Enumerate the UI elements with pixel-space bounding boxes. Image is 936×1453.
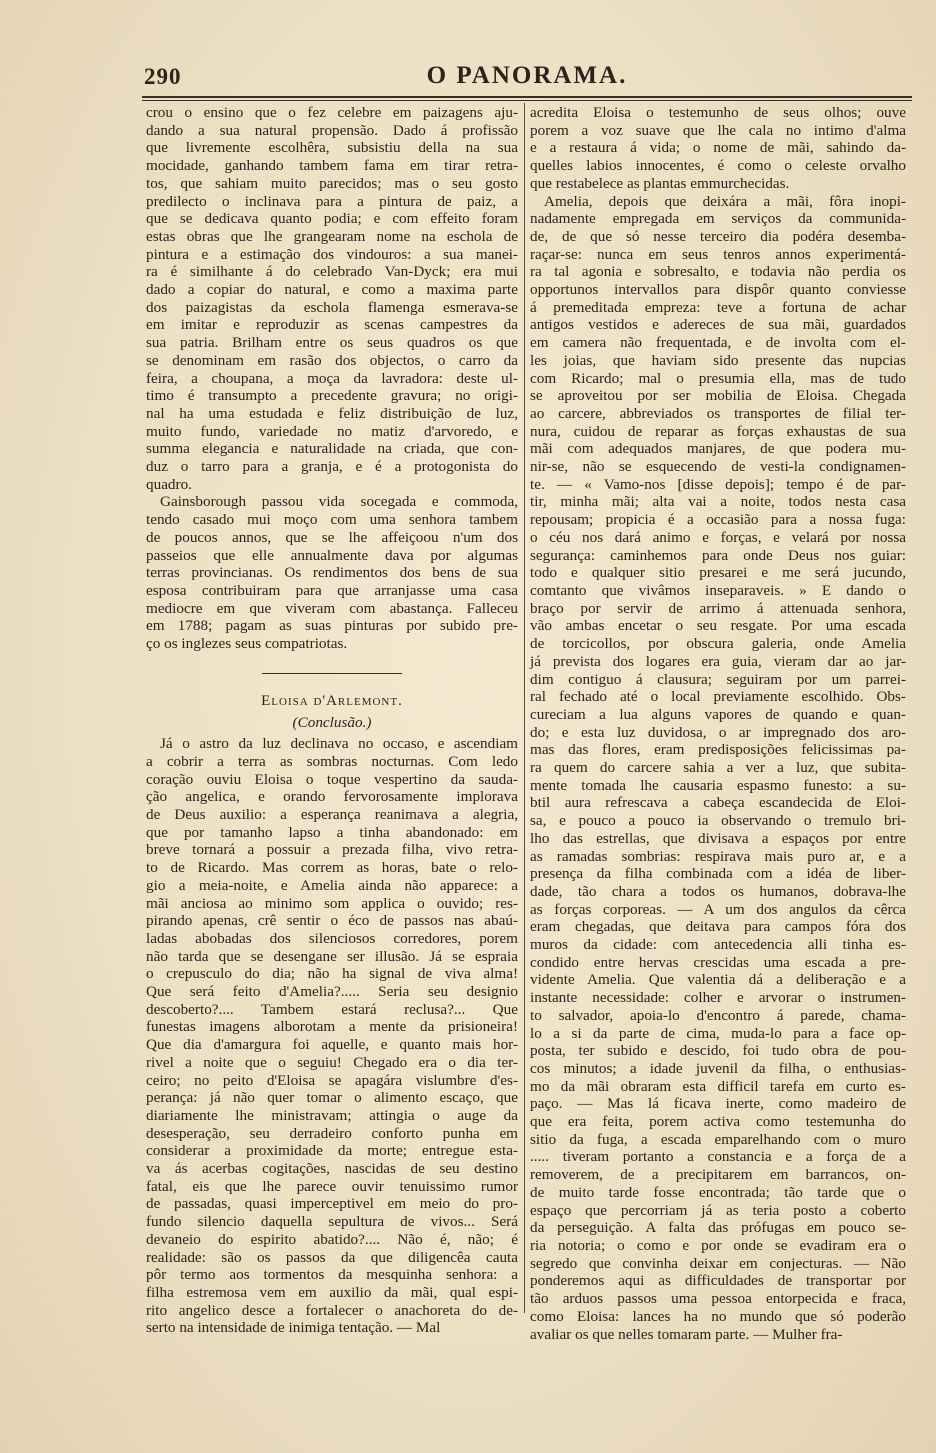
text-line: tendo casado mui moço com uma senhora tambem — [146, 511, 518, 529]
text-line: eram chegadas, que deitava para campos fóra dos — [530, 918, 906, 936]
text-line: a cobrir a terra as sombras nocturnas. Com ledo — [146, 752, 518, 770]
text-line: duz o tarro para a granja, e é a protogonista do — [146, 458, 518, 476]
text-line: crou o ensino que o fez celebre em paizagens aju- — [146, 104, 518, 121]
text-line: summa elegancia e naturalidade na criada, que con- — [146, 440, 518, 458]
text-line: to salvador, apoia-lo d'encontro á parede, chama- — [530, 1006, 906, 1024]
text-line: mas das flores, eram predisposições felicissimas pa- — [530, 741, 906, 759]
text-line: vidente Amelia. Que valentia dá a deliberação e a — [530, 971, 906, 989]
text-line: do; e esta luz duvidosa, o ar impregnado dos aro- — [530, 723, 906, 741]
section-separator — [262, 673, 402, 674]
right-paragraph-1 — [530, 104, 906, 193]
page-header — [142, 60, 912, 94]
text-line: fundo silencio daquella sepultura de vivos... Será — [146, 1213, 518, 1231]
text-line: todo e qualquer sitio presarei e me será jucundo, — [530, 564, 906, 582]
text-line: acredita Eloisa o testemunho de seus olhos; ouve — [530, 104, 906, 121]
text-line: comtanto que vivâmos inseparaveis. » E dando o — [530, 581, 906, 599]
text-line: quadro. — [146, 475, 192, 493]
text-line: lo a si da parte de cima, muda-lo para a face op- — [530, 1024, 906, 1042]
right-paragraph-2 — [530, 193, 906, 1344]
text-line: paço. — Mas lá ficava inerte, como madeiro de — [530, 1095, 906, 1113]
text-line: ral fechado até o local previamente escolhido. Obs- — [530, 688, 906, 706]
text-line: Gainsborough passou vida socegada e commoda, — [160, 493, 518, 511]
text-line: Que dia d'amargura foi aquelle, e quanto mais hor- — [146, 1036, 518, 1054]
left-column — [146, 104, 518, 1337]
text-line: terras provincianas. Os rendimentos dos bens de sua — [146, 564, 518, 582]
text-line: funestas imagens alborotam a mente da prisioneira! — [146, 1018, 518, 1036]
text-line: descoberto?.... Tambem estará reclusa?... Que — [146, 1000, 518, 1018]
text-line: devaneio do espirito abatido?.... Não é, não; é — [146, 1230, 518, 1248]
text-line: ladas abobadas dos silenciosos corredores, porem — [146, 929, 518, 947]
text-line: as forças corporeas. — A um dos angulos da cêrca — [530, 900, 906, 918]
text-line: fatal, eis que lhe parece ouvir tenuissimo rumor — [146, 1177, 518, 1195]
text-line: da perseguição. A falta das prófugas em pouco se- — [530, 1219, 906, 1237]
text-line: mãi com adequados manjares, de que podera mu- — [530, 440, 906, 458]
text-line: nir-se, não se esquecendo de vesti-la condignamen- — [530, 458, 906, 476]
text-line: de Deus auxilio: a esperança reanimava a alegria, — [146, 806, 518, 824]
text-line: Amelia, depois que deixára a mãi, fôra inopi- — [544, 192, 906, 210]
text-line: sua patria. Brilham entre os seus quadros os que — [146, 334, 518, 352]
text-line: presença da filha combinada com a idéa de liber- — [530, 865, 906, 883]
text-line: com Ricardo; mal o presumia ella, mas de tudo — [530, 369, 906, 387]
text-line: dim contiguo á clausura; seguiram por um parrei- — [530, 670, 906, 688]
text-line: te. — « Vamo-nos [disse depois]; tempo é de par- — [530, 475, 906, 493]
page-number: 290 — [144, 64, 182, 89]
text-line: dado a copiar do natural, e como a maxima parte — [146, 281, 518, 299]
text-line: de, de que só nesse terceiro dia podéra desemba- — [530, 227, 906, 245]
text-line: predilecto o inclinava para a pintura de paiz, a — [146, 192, 518, 210]
text-line: mediocre em que viveram com abastança. Falleceu — [146, 599, 518, 617]
text-line: á premeditada empreza: teve a fortuna de achar — [530, 298, 906, 316]
text-line: passeios que elle annualmente dava por algumas — [146, 546, 518, 564]
text-line: estas obras que lhe grangearam nome na eschola de — [146, 227, 518, 245]
text-line: nura, cuidou de reparar as forças exhaustas de sua — [530, 422, 906, 440]
text-line: posta, ter subido e descido, foi tudo obra de pou- — [530, 1042, 906, 1060]
text-line: segurança: caminhemos para onde Deus nos guiar: — [530, 546, 906, 564]
journal-title: O PANORAMA. — [426, 62, 628, 89]
text-line: ceiro; no peito d'Eloisa se apagára vislumbre d'es- — [146, 1071, 518, 1089]
text-line: ponderemos aqui as difficuldades de transportar por — [530, 1272, 906, 1290]
article-subtitle: (Conclusão.) — [292, 713, 372, 731]
text-line: rito angelico desce a fortalecer o anachoreta do de- — [146, 1301, 518, 1319]
text-line: va ás acerbas cogitações, nascidas de seu destino — [146, 1160, 518, 1178]
text-line: to de Ricardo. Mas correm as horas, bate o relo- — [146, 859, 518, 877]
text-line: ao carcere, abbreviados os transportes de filial ter- — [530, 404, 906, 422]
text-line: de torcicollos, por obscura galeria, onde Amelia — [530, 635, 906, 653]
text-line: opportunos intervallos para dispôr quanto conviesse — [530, 281, 906, 299]
text-line: avaliar os que nelles tomaram parte. — Mulher fra- — [530, 1325, 843, 1343]
text-line: em camera não frequentada, e de involta com el- — [530, 334, 906, 352]
text-line: coração ouviu Eloisa o toque vespertino da sauda- — [146, 770, 518, 788]
text-line: mente tomada lhe causaria espasmo funesto: a su- — [530, 776, 906, 794]
text-line: breve tornará a possuir a prezada filha, vivo retra- — [146, 841, 518, 859]
text-line: raçar-se: nunca em seus tenros annos experimentá- — [530, 245, 906, 263]
text-line: Já o astro da luz declinava no occaso, e ascendiam — [160, 735, 518, 753]
text-line: feira, a choupana, a moça da lavradora: deste ul- — [146, 369, 518, 387]
text-line: dade, tão chara a todos os humanos, dobrava-lhe — [530, 882, 906, 900]
text-line: já prevista dos logares era guia, vieram dar ao jar- — [530, 652, 906, 670]
right-column — [530, 104, 906, 1343]
text-line: tos, que sahiam muito parecidos; mas o seu gosto — [146, 174, 518, 192]
text-line: removerem, de a precipitarem em barrancos, on- — [530, 1166, 906, 1184]
article-title: Eloisa d'Arlemont. — [261, 692, 403, 709]
text-line: pôr termo aos tormentos da mesquinha senhora: a — [146, 1266, 518, 1284]
text-line: Que será feito d'Amelia?..... Seria seu designio — [146, 983, 518, 1001]
text-line: diariamente lhe ministravam; attingia o auge da — [146, 1106, 518, 1124]
text-line: les joias, que haviam sido presente das nupcias — [530, 351, 906, 369]
text-line: pirando apenas, crê sentir o éco de passos nas abaú- — [146, 912, 518, 930]
text-line: dos paizagistas da eschola flamenga esmerava-se — [146, 298, 518, 316]
text-line: como Eloisa: lances ha no mundo que só poderão — [530, 1307, 906, 1325]
text-line: mocidade, ganhando tambem fama em tirar retra- — [146, 157, 518, 175]
text-line: tir, minha mãi; alta vai a noite, todos nesta casa — [530, 493, 906, 511]
gainsborough-paragraph — [146, 493, 518, 652]
text-line: cureciam a lua alguns vapores de quando e quan- — [530, 705, 906, 723]
text-line: que era feita, porem activa como testemunha do — [530, 1113, 906, 1131]
text-line: timo é transumpto a precedente gravura; no origi- — [146, 387, 518, 405]
text-line: muros da cidade: com antecedencia alli tinha es- — [530, 936, 906, 954]
text-line: rivel a noite que o seguiu! Chegado era o dia ter- — [146, 1053, 518, 1071]
text-line: mãi anciosa ao minimo som applica o ouvido; res- — [146, 894, 518, 912]
text-line: que livremente escolhêra, subsistiu della na sua — [146, 139, 518, 157]
text-line: lho das estrellas, que divisava a espaços por entre — [530, 829, 906, 847]
text-line: o crepusculo do dia; não ha signal de viva alma! — [146, 965, 518, 983]
text-line: esposa contribuiram para que arranjasse uma casa — [146, 581, 518, 599]
text-line: de poucos annos, que se lhe affeiçoou n'um dos — [146, 528, 518, 546]
text-line: as ramadas sombrias: respirava mais puro ar, e a — [530, 847, 906, 865]
text-line: em imitar e reproduzir as scenas campestres da — [146, 316, 518, 334]
text-line: filha estremosa vem em auxilio da mãi, qual espi- — [146, 1284, 518, 1301]
text-line: e a restaura á vida; o nome de mãi, sahindo da- — [530, 139, 906, 157]
text-line: se aproveitou por ser mobilia de Eloisa. Chegada — [530, 387, 906, 405]
header-rule-thin — [142, 100, 912, 101]
text-line: que por tamanho lapso a tinha abandonado: em — [146, 823, 518, 841]
text-line: o céu nos dará animo e forças, e velará por nossa — [530, 528, 906, 546]
text-line: pintura e a estimação dos vindouros: a sua manei- — [146, 245, 518, 263]
text-line: condido entre hervas crescidas uma escada a pre- — [530, 953, 906, 971]
text-line: em 1788; pagam as suas pinturas por subido pre- — [146, 617, 518, 635]
text-line: dando a sua natural propensão. Dado á profissão — [146, 121, 518, 139]
text-line: gio a meia-noite, e Amelia ainda não apparece: a — [146, 876, 518, 894]
text-line: que restabelece as plantas emmurchecidas. — [530, 174, 790, 192]
text-line: perança: já não quer tomar o alimento escaço, que — [146, 1089, 518, 1107]
text-line: se denominam em rasão dos objectos, o carro da — [146, 351, 518, 369]
text-line: antigos vestidos e adereces de sua mãi, guardados — [530, 316, 906, 334]
text-line: ra tal agonia e sobresalto, e todavia não perdia os — [530, 263, 906, 281]
text-line: ção angelica, e orando fervorosamente implorava — [146, 788, 518, 806]
text-line: que se dedicava quanto podia; e com effeito foram — [146, 210, 518, 228]
text-line: ra quem do carcere sahia a ver a luz, que subita- — [530, 759, 906, 777]
text-line: ço os inglezes seus compatriotas. — [146, 635, 348, 653]
text-line: de muito tarde fosse encontrada; tão tarde que o — [530, 1183, 906, 1201]
header-rule-thick — [142, 96, 912, 98]
text-line: cos minutos; a idade juvenil da filha, o enthusias- — [530, 1059, 906, 1077]
column-divider — [524, 103, 525, 1313]
text-line: nadamente empregada em serviços da communida- — [530, 210, 906, 228]
text-line: sa, e pouco a pouco ia observando o tremulo bri- — [530, 812, 906, 830]
text-line: ria notoria; o como e por onde se evadiram era o — [530, 1237, 906, 1254]
text-line: quelles labios innocentes, é como o celeste orvalho — [530, 157, 906, 175]
text-line: espaço que percorriam já as teria posto a coberto — [530, 1201, 906, 1219]
text-line: braço por servir de arrimo á attenuada senhora, — [530, 599, 906, 617]
text-line: btil aura refrescava a cabeça escandecida de Eloi- — [530, 794, 906, 812]
text-line: considerar a proximidade da morte; entregue esta- — [146, 1142, 518, 1160]
text-line: de passadas, quasi imperceptivel em meio do pro- — [146, 1195, 518, 1213]
text-line: mo da mãi obraram esta difficil tarefa em curto es- — [530, 1077, 906, 1095]
text-line: não tarda que se desengane ser illusão. Já se espraia — [146, 947, 518, 965]
text-line: ..... tiveram portanto a constancia e a força de a — [530, 1148, 906, 1166]
intro-paragraph — [146, 104, 518, 493]
text-line: nal ha uma estudada e feliz distribuição de luz, — [146, 404, 518, 422]
text-line: serto na intensidade de inimiga tentação. — Mal — [146, 1319, 441, 1337]
text-line: porem a voz suave que lhe cala no intimo d'alma — [530, 121, 906, 139]
text-line: repousam; propicia é a occasião para a nossa fuga: — [530, 511, 906, 529]
text-line: instante necessidade: colher e arvorar o instrumen- — [530, 989, 906, 1007]
text-line: tão arduos passos uma pessoa entorpecida e fraca, — [530, 1290, 906, 1308]
text-line: segredo que convinha deixar em conjecturas. — Não — [530, 1254, 906, 1272]
text-line: muito fundo, variedade no matiz d'arvoredo, e — [146, 422, 518, 440]
text-line: ra é similhante á do celebrado Van-Dyck; era mui — [146, 263, 518, 281]
text-line: vão ambas encetar o seu resgate. Por uma escada — [530, 617, 906, 635]
text-line: sitio da fuga, a escada emparelhando com o muro — [530, 1130, 906, 1148]
article-paragraph — [146, 735, 518, 1337]
text-line: realidade: são os passos da que diligencêa cauta — [146, 1248, 518, 1266]
text-line: desesperação, seu derradeiro conforto punha em — [146, 1124, 518, 1142]
